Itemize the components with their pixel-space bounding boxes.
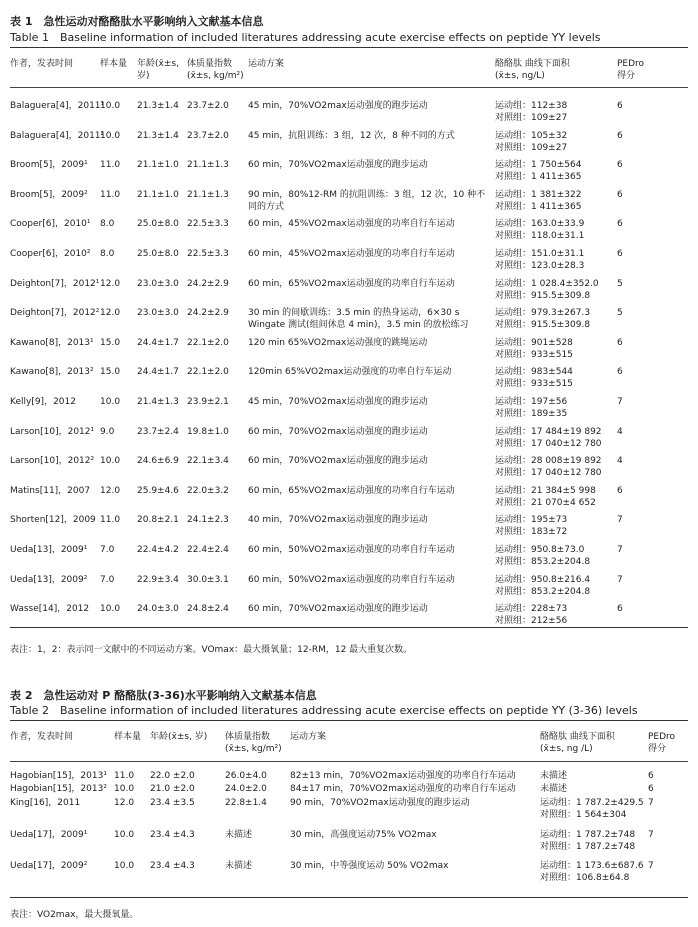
t1-h-age-2: 岁) [137,71,150,81]
cell-age: 21.3±1.4 [137,101,179,111]
cell-control-group: 对照组：109±27 [495,142,568,153]
t1-h-bmi-2: (x̄±s, kg/m²) [187,71,244,81]
cell-exercise-group: 运动组：979.3±267.3 [495,308,591,319]
cell-age: 21.1±1.0 [137,160,179,171]
cell-bmi: 未描述 [225,830,253,840]
cell-control-group: 对照组：183±72 [495,527,568,538]
cell-age: 21.1±1.0 [137,189,179,200]
cell-protocol: 90 min，80%12-RM 的抗阻训练：3 组，12 次，10 种不同的方式 [248,189,486,212]
cell-exercise-group: 运动组：197±56 [495,397,568,407]
cell-author: Larson[10]，2012¹ [10,426,95,437]
table2-bottom-rule [10,897,688,898]
cell-protocol: 120 min 65%VO2max运动强度的跳绳运动 [248,337,428,348]
cell-sample-size: 11.0 [100,189,121,200]
cell-age: 23.4 ±3.5 [150,798,195,808]
cell-sample-size: 10.0 [114,830,135,840]
cell-bmi: 未描述 [225,861,253,871]
cell-sample-size: 11.0 [100,515,121,526]
cell-protocol: 120min 65%VO2max运动强度的功率自行车运动 [248,367,452,378]
cell-control-group: 对照组：189±35 [495,409,568,419]
cell-bmi: 22.5±3.3 [187,219,229,230]
cell-control-group: 对照组：17 040±12 780 [495,438,602,449]
table1-top-rule [10,47,688,48]
cell-sample-size: 7.0 [100,545,115,555]
cell-exercise-group: 运动组：1 787.2±429.5 [540,798,644,808]
cell-sample-size: 15.0 [100,367,121,378]
cell-pedro: 7 [617,515,623,526]
cell-control-group: 对照组：17 040±12 780 [495,468,602,479]
cell-pedro: 6 [648,784,654,794]
cell-control-group: 对照组：1 564±304 [540,810,627,820]
cell-exercise-group: 运动组：163.0±33.9 [495,219,585,230]
table1-title-en: Table 1 Baseline information of included literatures addressing acute exercise effects on peptide YY levels [10,31,601,44]
cell-pedro: 6 [617,189,623,200]
cell-author: Cooper[6]，2010² [10,249,91,259]
t2-h-bmi-2: (x̄±s, kg/m²) [225,744,282,754]
cell-bmi: 21.1±1.3 [187,160,229,171]
cell-bmi: 24.2±2.9 [187,278,229,289]
cell-protocol: 30 min 的间歇训练：3.5 min 的热身运动，6×30 s Wingate 测试(组间休息 4 min)，3.5 min 的放松练习 [248,308,469,331]
cell-control-group: 对照组：933±515 [495,349,573,360]
cell-author: Wasse[14]，2012 [10,604,90,615]
table1-note: 表注：1，2：表示同一文献中的不同运动方案。VOmax：最大摄氧量；12-RM，12 最大重复次数。 [10,645,413,655]
cell-control-group: 对照组：212±56 [495,616,568,627]
cell-sample-size: 7.0 [100,574,115,585]
cell-exercise-group: 运动组：1 750±564 [495,160,582,171]
cell-pedro: 6 [648,771,654,781]
cell-bmi: 23.9±2.1 [187,397,229,407]
cell-protocol: 40 min，70%VO2max运动强度的跑步运动 [248,515,428,526]
cell-sample-size: 10.0 [100,130,121,141]
cell-sample-size: 12.0 [100,308,121,319]
cell-bmi: 23.7±2.0 [187,101,229,111]
cell-pedro: 7 [617,397,623,407]
t2-h-pedro-2: 得分 [648,744,667,754]
cell-bmi: 24.8±2.4 [187,604,229,615]
cell-author: Hagobian[15]，2013² [10,784,107,794]
cell-protocol: 60 min，70%VO2max运动强度的跑步运动 [248,160,428,171]
cell-author: Kelly[9]，2012 [10,397,76,407]
cell-age: 25.9±4.6 [137,485,179,496]
t1-h-age-1: 年龄(x̄±s, [137,59,179,69]
cell-author: Ueda[13]，2009¹ [10,545,88,555]
cell-sample-size: 9.0 [100,426,115,437]
t1-h-n: 样本量 [100,59,128,69]
cell-author: Balaguera[4]，2011² [10,130,105,141]
cell-protocol: 45 min，70%VO2max运动强度的跑步运动 [248,397,428,407]
table2-top-rule [10,720,688,721]
cell-protocol: 60 min，70%VO2max运动强度的跑步运动 [248,426,428,437]
cell-protocol: 60 min，65%VO2max运动强度的功率自行车运动 [248,278,455,289]
cell-bmi: 23.7±2.0 [187,130,229,141]
cell-age: 23.0±3.0 [137,278,179,289]
cell-age: 22.0 ±2.0 [150,771,195,781]
table2-note: 表注：VO2max，最大摄氧量。 [10,910,139,920]
cell-control-group: 对照组：109±27 [495,113,568,123]
cell-author: Broom[5]，2009¹ [10,160,88,171]
cell-age: 23.4 ±4.3 [150,861,195,871]
t2-h-pyy-1: 酪酪肽 曲线下面积 [540,732,615,742]
t2-h-pyy-2: (x̄±s, ng /L) [540,744,593,754]
cell-exercise-group: 运动组：28 008±19 892 [495,456,602,467]
cell-bmi: 22.0±3.2 [187,485,229,496]
t1-h-protocol: 运动方案 [248,59,285,69]
cell-bmi: 30.0±3.1 [187,574,229,585]
cell-protocol: 60 min，45%VO2max运动强度的功率自行车运动 [248,249,455,259]
cell-exercise-group: 运动组：950.8±73.0 [495,545,585,555]
cell-sample-size: 11.0 [114,771,135,781]
t2-h-age: 年龄(x̄±s, 岁) [150,732,208,742]
t1-h-author: 作者，发表时间 [10,59,74,69]
cell-control-group: 对照组：1 411±365 [495,201,582,212]
cell-age: 21.4±1.3 [137,397,179,407]
cell-sample-size: 11.0 [100,160,121,171]
cell-control-group: 对照组：106.8±64.8 [540,873,630,883]
cell-author: Hagobian[15]，2013¹ [10,771,107,781]
cell-control-group: 对照组：21 070±4 652 [495,497,596,508]
cell-protocol: 60 min，50%VO2max运动强度的功率自行车运动 [248,574,455,585]
cell-exercise-group: 运动组：112±38 [495,101,568,111]
cell-sample-size: 10.0 [100,397,121,407]
cell-bmi: 22.4±2.4 [187,545,229,555]
cell-sample-size: 10.0 [114,861,135,871]
cell-age: 21.0 ±2.0 [150,784,195,794]
cell-sample-size: 12.0 [100,278,121,289]
cell-author: King[16]，2011 [10,798,81,808]
cell-bmi: 21.1±1.3 [187,189,229,200]
t1-h-pyy-2: (x̄±s, ng/L) [495,71,545,81]
cell-age: 21.3±1.4 [137,130,179,141]
cell-protocol: 60 min，70%VO2max运动强度的跑步运动 [248,456,428,467]
cell-exercise-group: 运动组：1 381±322 [495,189,582,200]
cell-age: 23.0±3.0 [137,308,179,319]
cell-author: Matins[11]，2007 [10,485,91,496]
cell-author: Ueda[17]，2009² [10,861,88,871]
t1-h-pedro-1: PEDro [617,59,645,69]
cell-exercise-group: 运动组：17 484±19 892 [495,426,602,437]
cell-exercise-group: 运动组：983±544 [495,367,573,378]
cell-bmi: 24.2±2.9 [187,308,229,319]
cell-bmi: 22.5±3.3 [187,249,229,259]
cell-age: 23.4 ±4.3 [150,830,195,840]
cell-control-group: 对照组：118.0±31.1 [495,231,585,242]
cell-exercise-group: 运动组：228±73 [495,604,568,615]
cell-bmi: 24.1±2.3 [187,515,229,526]
cell-author: Balaguera[4]，2011¹ [10,101,105,111]
cell-control-group: 对照组：853.2±204.8 [495,586,591,597]
cell-control-group: 对照组：123.0±28.3 [495,261,585,271]
cell-protocol: 90 min，70%VO2max运动强度的跑步运动 [290,798,470,808]
cell-pedro: 6 [617,337,623,348]
t1-h-pyy-1: 酪酪肽 曲线下面积 [495,59,570,69]
cell-bmi: 19.8±1.0 [187,426,229,437]
cell-age: 25.0±8.0 [137,249,179,259]
cell-exercise-group: 运动组：1 173.6±687.6 [540,861,644,871]
cell-author: Broom[5]，2009² [10,189,88,200]
cell-control-group: 对照组：853.2±204.8 [495,557,591,567]
cell-author: Larson[10]，2012² [10,456,95,467]
cell-pedro: 6 [617,249,623,259]
cell-exercise-group: 未描述 [540,771,568,781]
cell-protocol: 60 min，65%VO2max运动强度的功率自行车运动 [248,485,455,496]
cell-exercise-group: 运动组：1 787.2±748 [540,830,636,840]
table1-title-cn: 表 1 急性运动对酪酪肽水平影响纳入文献基本信息 [10,15,264,28]
cell-author: Deighton[7]，2012¹ [10,278,100,289]
cell-exercise-group: 运动组：21 384±5 998 [495,485,596,496]
cell-bmi: 26.0±4.0 [225,771,267,781]
cell-sample-size: 10.0 [114,784,135,794]
cell-sample-size: 10.0 [100,604,121,615]
cell-pedro: 5 [617,308,623,319]
cell-exercise-group: 运动组：151.0±31.1 [495,249,585,259]
cell-age: 22.4±4.2 [137,545,179,555]
t1-h-bmi-1: 体质量指数 [187,59,233,69]
cell-author: Cooper[6]，2010¹ [10,219,91,230]
cell-author: Kawano[8]，2013² [10,367,94,378]
cell-pedro: 6 [617,130,623,141]
cell-pedro: 7 [648,861,654,871]
cell-protocol: 84±17 min，70%VO2max运动强度的功率自行车运动 [290,784,516,794]
cell-age: 23.7±2.4 [137,426,179,437]
cell-pedro: 7 [617,574,623,585]
cell-sample-size: 15.0 [100,337,121,348]
cell-bmi: 22.1±3.4 [187,456,229,467]
cell-exercise-group: 运动组：1 028.4±352.0 [495,278,599,289]
cell-control-group: 对照组：1 787.2±748 [540,842,636,852]
table1-bottom-rule [10,627,688,628]
cell-control-group: 对照组：1 411±365 [495,172,582,183]
cell-author: Ueda[17]，2009¹ [10,830,88,840]
cell-sample-size: 10.0 [100,101,121,111]
cell-pedro: 5 [617,278,623,289]
cell-author: Deighton[7]，2012² [10,308,100,319]
t2-h-bmi-1: 体质量指数 [225,732,271,742]
cell-pedro: 4 [617,456,623,467]
cell-exercise-group: 运动组：901±528 [495,337,573,348]
cell-exercise-group: 运动组：950.8±216.4 [495,574,591,585]
table2-title-cn: 表 2 急性运动对 P 酪酪肽(3-36)水平影响纳入文献基本信息 [10,689,317,702]
cell-sample-size: 10.0 [100,456,121,467]
t2-h-n: 样本量 [114,732,142,742]
cell-protocol: 30 min，高强度运动75% VO2max [290,830,437,840]
cell-pedro: 7 [617,545,623,555]
cell-protocol: 60 min，50%VO2max运动强度的功率自行车运动 [248,545,455,555]
cell-bmi: 22.8±1.4 [225,798,267,808]
cell-age: 20.8±2.1 [137,515,179,526]
cell-pedro: 6 [617,219,623,230]
cell-author: Ueda[13]，2009² [10,574,88,585]
t2-h-protocol: 运动方案 [290,732,327,742]
cell-pedro: 6 [617,160,623,171]
cell-control-group: 对照组：933±515 [495,379,573,390]
t2-h-pedro-1: PEDro [648,732,676,742]
cell-protocol: 60 min，45%VO2max运动强度的功率自行车运动 [248,219,455,230]
cell-protocol: 30 min，中等强度运动 50% VO2max [290,861,449,871]
cell-exercise-group: 未描述 [540,784,568,794]
cell-control-group: 对照组：915.5±309.8 [495,290,591,301]
cell-bmi: 22.1±2.0 [187,367,229,378]
cell-age: 24.4±1.7 [137,337,179,348]
t1-h-pedro-2: 得分 [617,71,636,81]
table1-header-rule [10,87,688,88]
cell-sample-size: 8.0 [100,249,115,259]
cell-bmi: 24.0±2.0 [225,784,267,794]
cell-exercise-group: 运动组：105±32 [495,130,568,141]
cell-age: 22.9±3.4 [137,574,179,585]
table2-title-en: Table 2 Baseline information of included literatures addressing acute exercise effects on peptide YY (3-36) levels [10,704,638,717]
cell-pedro: 7 [648,798,654,808]
cell-age: 24.4±1.7 [137,367,179,378]
cell-protocol: 82±13 min，70%VO2max运动强度的功率自行车运动 [290,771,516,781]
cell-age: 24.6±6.9 [137,456,179,467]
cell-control-group: 对照组：915.5±309.8 [495,320,591,331]
cell-sample-size: 8.0 [100,219,115,230]
cell-exercise-group: 运动组：195±73 [495,515,568,526]
cell-author: Shorten[12]，2009 [10,515,96,526]
cell-author: Kawano[8]，2013¹ [10,337,94,348]
cell-sample-size: 12.0 [114,798,135,808]
cell-pedro: 4 [617,426,623,437]
t2-h-author: 作者，发表时间 [10,732,74,742]
cell-protocol: 45 min，抗阻训练：3 组，12 次，8 种不同的方式 [248,130,455,141]
table2-header-rule [10,761,688,762]
cell-pedro: 6 [617,485,623,496]
cell-pedro: 6 [617,367,623,378]
cell-pedro: 6 [617,604,623,615]
cell-pedro: 6 [617,101,623,111]
cell-age: 24.0±3.0 [137,604,179,615]
cell-protocol: 45 min，70%VO2max运动强度的跑步运动 [248,101,428,111]
cell-protocol: 60 min，70%VO2max运动强度的跑步运动 [248,604,428,615]
cell-pedro: 7 [648,830,654,840]
cell-bmi: 22.1±2.0 [187,337,229,348]
cell-sample-size: 12.0 [100,485,121,496]
cell-age: 25.0±8.0 [137,219,179,230]
